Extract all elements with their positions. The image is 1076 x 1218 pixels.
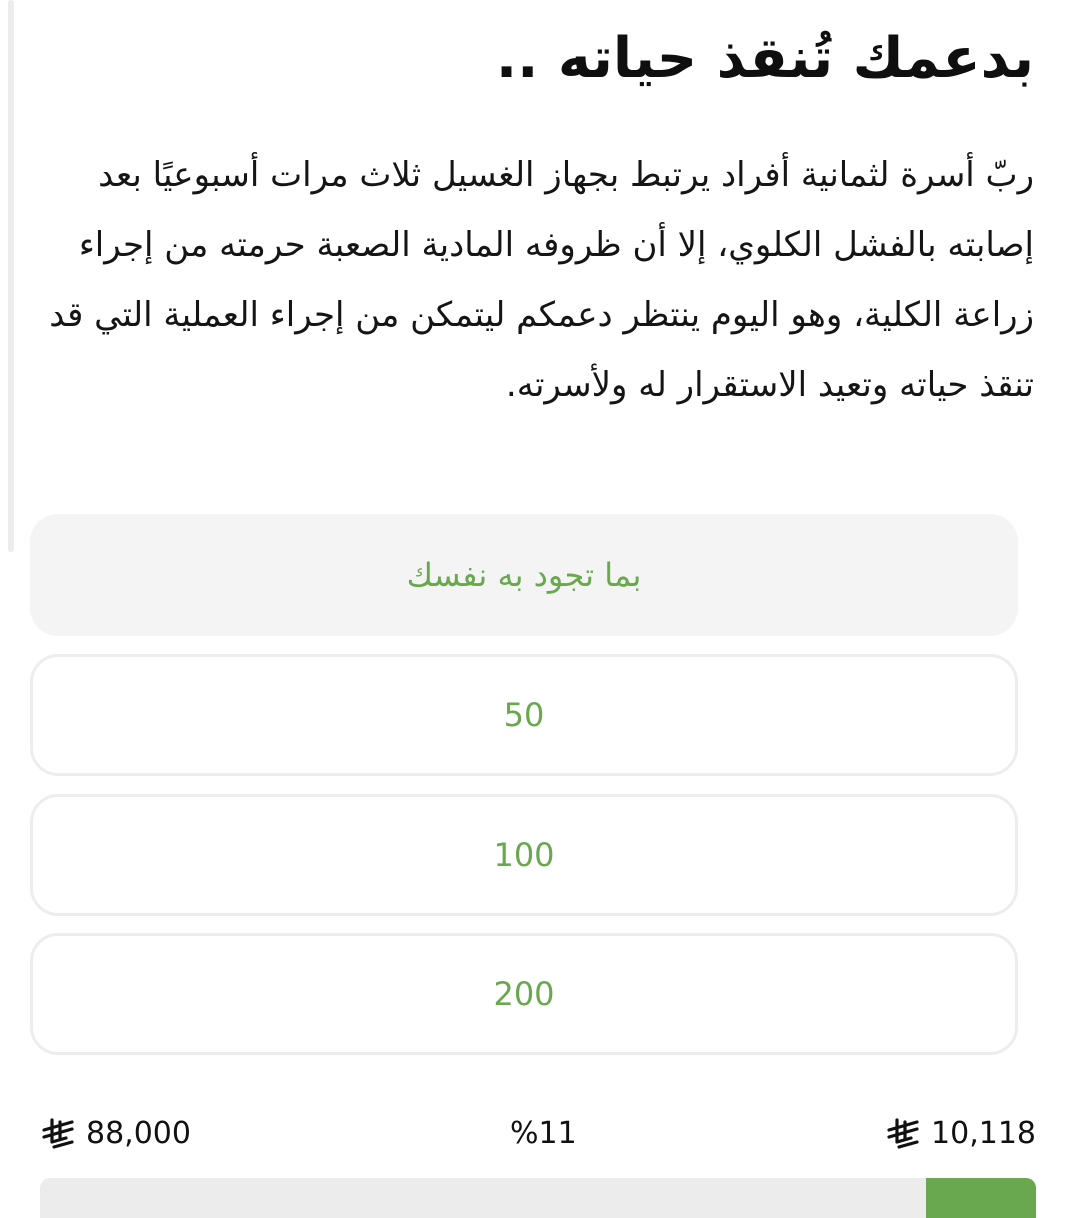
riyal-icon-svg (885, 1118, 921, 1150)
riyal-icon (885, 1118, 921, 1150)
goal-value: 88,000 (86, 1116, 191, 1151)
page-title: بدعمك تُنقذ حياته .. (495, 26, 1034, 91)
amount-option-label: 100 (493, 836, 555, 874)
custom-amount-label: بما تجود به نفسك (406, 556, 642, 594)
amount-option-label: 200 (493, 975, 555, 1013)
raised-value: 10,118 (931, 1116, 1036, 1151)
amount-option-100[interactable] (30, 794, 1018, 916)
progress-percent: %11 (510, 1116, 577, 1151)
progress-stats (40, 1116, 1036, 1168)
goal-amount (40, 1116, 191, 1151)
progress-bar (40, 1178, 1036, 1218)
progress-bar-fill (926, 1178, 1036, 1218)
raised-amount (885, 1116, 1036, 1151)
campaign-description: ربّ أسرة لثمانية أفراد يرتبط بجهاز الغسيل ثلاث مرات أسبوعيًا بعد إصابته بالفشل الكلوي، إلا أن ظروفه المادية الصعبة حرمته من إجراء زراعة الكلية، وهو اليوم ينتظر دعمكم ليتمكن من إجراء العملية التي قد تنقذ حياته وتعيد الاستقرار له ولأسرته. (49, 155, 1034, 405)
amount-option-50[interactable] (30, 654, 1018, 776)
amount-option-200[interactable] (30, 933, 1018, 1055)
riyal-icon-svg (40, 1118, 76, 1150)
custom-amount-button[interactable] (30, 514, 1018, 636)
riyal-icon (40, 1118, 76, 1150)
amount-option-label: 50 (503, 696, 545, 734)
